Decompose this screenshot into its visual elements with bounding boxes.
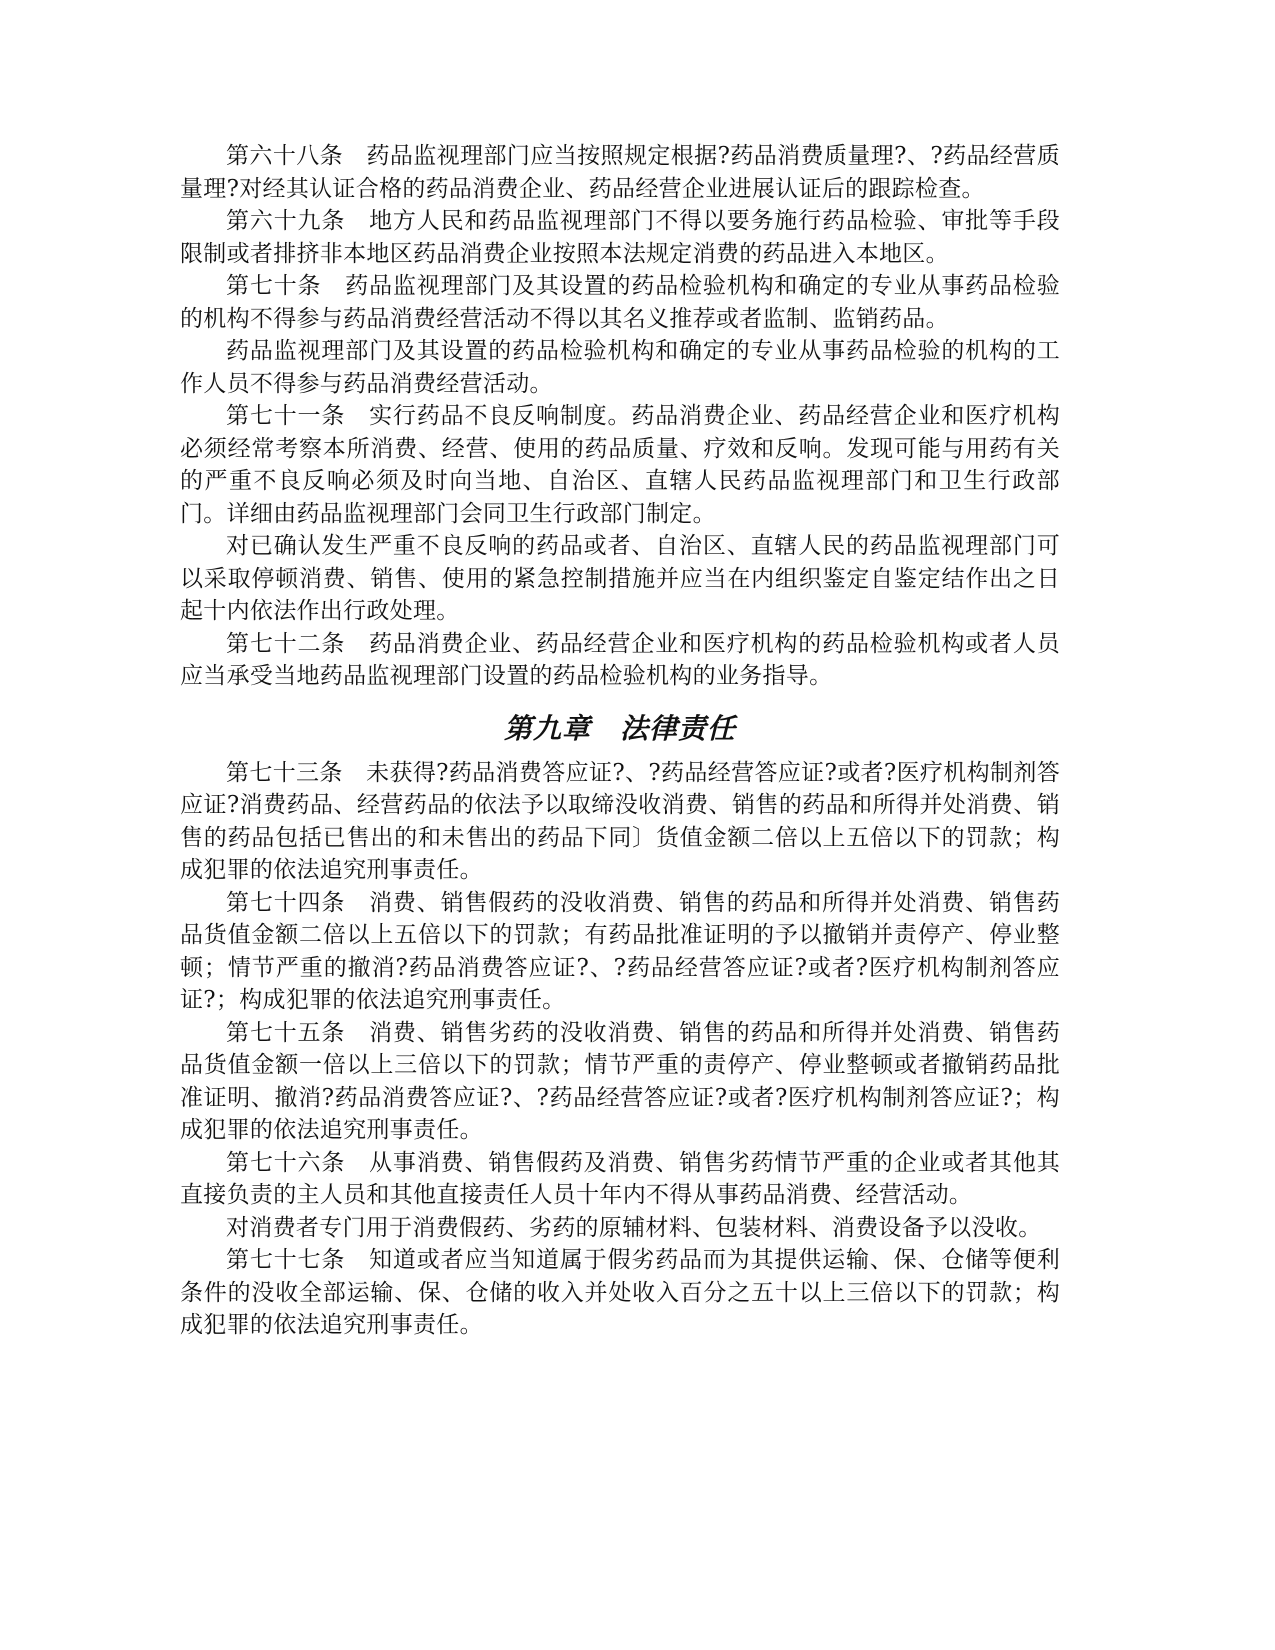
article-71: 第七十一条 实行药品不良反响制度。药品消费企业、药品经营企业和医疗机构必须经常考察本所消费、经营、使用的药品质量、疗效和反响。发现可能与用药有关的严重不良反响必须及时向当地、自治区、直辖人民药品监视理部门和卫生行政部门。详细由药品监视理部门会同卫生行政部门制定。 — [180, 403, 1060, 527]
article-68: 第六十八条 药品监视理部门应当按照规定根据?药品消费质量理?、?药品经营质量理?对经其认证合格的药品消费企业、药品经营企业进展认证后的跟踪检查。 — [180, 143, 1060, 202]
article-71-paragraph-2: 对已确认发生严重不良反响的药品或者、自治区、直辖人民的药品监视理部门可以采取停顿消费、销售、使用的紧急控制措施并应当在内组织鉴定自鉴定结作出之日起十内依法作出行政处理。 — [180, 533, 1060, 624]
article-70: 第七十条 药品监视理部门及其设置的药品检验机构和确定的专业从事药品检验的机构不得参与药品消费经营活动不得以其名义推荐或者监制、监销药品。 — [180, 273, 1060, 332]
chapter-title: 第九章 法律责任 — [503, 711, 736, 745]
article-74: 第七十四条 消费、销售假药的没收消费、销售的药品和所得并处消费、销售药品货值金额二倍以上五倍以下的罚款；有药品批准证明的予以撤销并责停产、停业整顿；情节严重的撤消?药品消费答应证?、?药品经营答应证?或者?医疗机构制剂答应证?；构成犯罪的依法追究刑事责任。 — [180, 889, 1060, 1013]
article-70-paragraph-2: 药品监视理部门及其设置的药品检验机构和确定的专业从事药品检验的机构的工作人员不得参与药品消费经营活动。 — [180, 338, 1060, 397]
document-page — [180, 140, 1060, 1342]
article-75: 第七十五条 消费、销售劣药的没收消费、销售的药品和所得并处消费、销售药品货值金额一倍以上三倍以下的罚款；情节严重的责停产、停业整顿或者撤销药品批准证明、撤消?药品消费答应证?、?药品经营答应证?或者?医疗机构制剂答应证?；构成犯罪的依法追究刑事责任。 — [180, 1019, 1060, 1143]
article-76-paragraph-2: 对消费者专门用于消费假药、劣药的原辅材料、包装材料、消费设备予以没收。 — [226, 1214, 1042, 1241]
article-76: 第七十六条 从事消费、销售假药及消费、销售劣药情节严重的企业或者其他其直接负责的主人员和其他直接责任人员十年内不得从事药品消费、经营活动。 — [180, 1149, 1060, 1208]
article-69: 第六十九条 地方人民和药品监视理部门不得以要务施行药品检验、审批等手段限制或者排挤非本地区药品消费企业按照本法规定消费的药品进入本地区。 — [180, 208, 1060, 267]
article-72: 第七十二条 药品消费企业、药品经营企业和医疗机构的药品检验机构或者人员应当承受当地药品监视理部门设置的药品检验机构的业务指导。 — [180, 630, 1060, 689]
article-77: 第七十七条 知道或者应当知道属于假劣药品而为其提供运输、保、仓储等便利条件的没收全部运输、保、仓储的收入并处收入百分之五十以上三倍以下的罚款；构成犯罪的依法追究刑事责任。 — [180, 1247, 1060, 1338]
article-73: 第七十三条 未获得?药品消费答应证?、?药品经营答应证?或者?医疗机构制剂答应证?消费药品、经营药品的依法予以取缔没收消费、销售的药品和所得并处消费、销售的药品包括已售出的和未售出的药品下同〕货值金额二倍以上五倍以下的罚款；构成犯罪的依法追究刑事责任。 — [180, 759, 1060, 883]
